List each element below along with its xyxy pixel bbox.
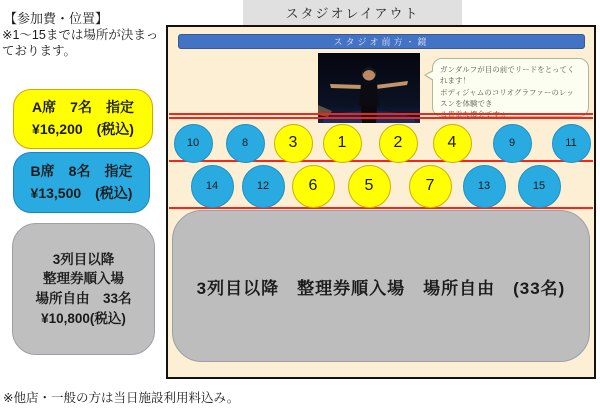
seat-13: 13 [463,165,506,208]
seat-12: 12 [242,165,285,208]
seat-b-price-box [13,152,150,213]
seat-3: 3 [274,124,313,163]
free-seating-price-box [12,223,155,355]
callout-line2: ボディジャムのコリオグラファーのレッスンを体験でき [440,87,574,108]
free-seating-line1: 3列目以降 [52,251,115,267]
seat-11: 11 [552,124,591,163]
seat-4: 4 [433,124,472,163]
fixed-seats-note-line1: ※1～15までは場所が決まっ [2,28,159,42]
seat-8: 8 [226,124,265,163]
facility-fee-note: ※他店・一般の方は当日施設利用料込み。 [3,391,240,405]
fixed-seats-note-line2: ております。 [2,44,77,59]
free-seating-line2: 整理券順入場 [43,271,124,287]
studio-front-mirror-bar: スタジオ前方・鏡 [178,34,585,49]
seat-10: 10 [174,124,213,163]
row-divider-line-2 [169,117,593,119]
page-title: スタジオレイアウト [243,0,462,25]
seat-2: 2 [379,124,418,163]
seat-15: 15 [518,165,561,208]
seat-1: 1 [323,124,362,163]
seat-a-price-box [13,89,153,149]
row-divider-line-3 [169,160,593,162]
gandalf-callout-bubble [432,58,589,117]
free-seating-line3: 場所自由 33名 [35,291,132,306]
seat-b-label: B席 8名 指定 [30,162,133,179]
studio-layout-panel [166,25,596,379]
free-seating-area: 3列目以降 整理券順入場 場所自由 (33名) [172,210,590,362]
seat-a-price: ¥16,200 (税込) [32,121,134,137]
seat-9: 9 [493,124,532,163]
seat-6: 6 [292,165,335,208]
seat-5: 5 [348,165,391,208]
row-divider-line-4 [169,207,593,209]
seat-a-label: A席 7名 指定 [32,99,134,116]
seat-7: 7 [409,165,452,208]
row-divider-line-1 [169,113,593,115]
fixed-seats-note [2,27,158,60]
participation-fee-heading: 【参加費・位置】 [4,11,109,26]
free-seating-line4: ¥10,800(税込) [41,310,126,326]
callout-line1: ガンダルフが目の前でリードをとってくれます！ [440,65,575,86]
seat-14: 14 [191,165,234,208]
seat-b-price: ¥13,500 (税込) [30,184,133,201]
